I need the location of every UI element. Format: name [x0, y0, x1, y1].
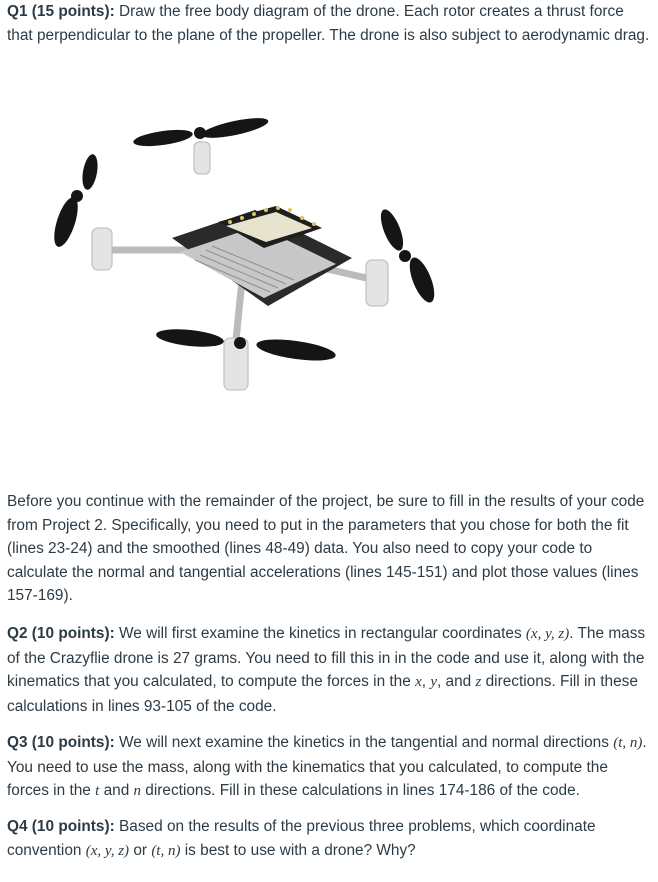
q3-text-2: . You need to use the mass, along with the kinematics that you calculated, to compute the forces in the — [7, 734, 647, 800]
q3-coords: (t, n) — [613, 735, 643, 751]
q2-y: y — [430, 674, 437, 691]
q4-coords-2: (t, n) — [151, 842, 181, 859]
question-2 — [7, 622, 653, 718]
q2-text-3: directions. Fill in these calculations in lines 93-105 of the code. — [7, 673, 638, 715]
intro-text: Before you continue with the remainder of the project, be sure to fill in the results of your code from Project 2. Specifically, you need to put in the parameters that you chose for both the fit (lines 23-24) and the smoothed (lines 48-49) data. You also need to copy your code to calculate the normal and tangential accelerations (lines 145-151) and plot those values (lines 157-169). — [7, 493, 645, 605]
question-1 — [7, 0, 653, 47]
q3-n: n — [133, 783, 142, 800]
q3-text-3: directions. Fill in these calculations in lines 174-186 of the code. — [141, 782, 580, 800]
q2-sep-1: , — [421, 673, 431, 691]
q3-t: t — [95, 783, 100, 800]
q2-text-2: . The mass of the Crazyflie drone is 27 grams. You need to fill this in in the code and use it, along with the kinematics that you calculated, to compute the forces in the — [7, 625, 646, 691]
question-3 — [7, 731, 653, 804]
q3-text-1: We will next examine the kinetics in the tangential and normal directions — [114, 734, 614, 751]
q4-label: Q4 (10 points): — [7, 818, 115, 835]
q4-coords-1: (x, y, z) — [85, 842, 130, 859]
q3-sep-1: and — [99, 782, 134, 800]
q4-text-3: is best to use with a drone? Why? — [180, 841, 416, 859]
q4-text-1: Based on the results of the previous three problems, which coordinate convention — [7, 818, 596, 859]
q2-sep-2: , and — [436, 673, 476, 691]
q2-coords: (x, y, z) — [525, 626, 570, 642]
q2-z: z — [475, 674, 482, 691]
q2-label: Q2 (10 points): — [7, 625, 115, 642]
intro-paragraph — [7, 490, 653, 608]
q2-x: x — [415, 674, 422, 691]
q1-text: Draw the free body diagram of the drone. Each rotor creates a thrust force that perpendicular to the plane of the propeller. The drone is also subject to aerodynamic drag. — [7, 3, 650, 44]
drone-image — [30, 110, 480, 410]
q2-text-1: We will first examine the kinetics in rectangular coordinates — [114, 625, 526, 642]
q3-label: Q3 (10 points): — [7, 734, 115, 751]
question-4 — [7, 815, 653, 863]
q1-label: Q1 (15 points): — [7, 3, 115, 20]
q4-text-2: or — [129, 841, 152, 859]
